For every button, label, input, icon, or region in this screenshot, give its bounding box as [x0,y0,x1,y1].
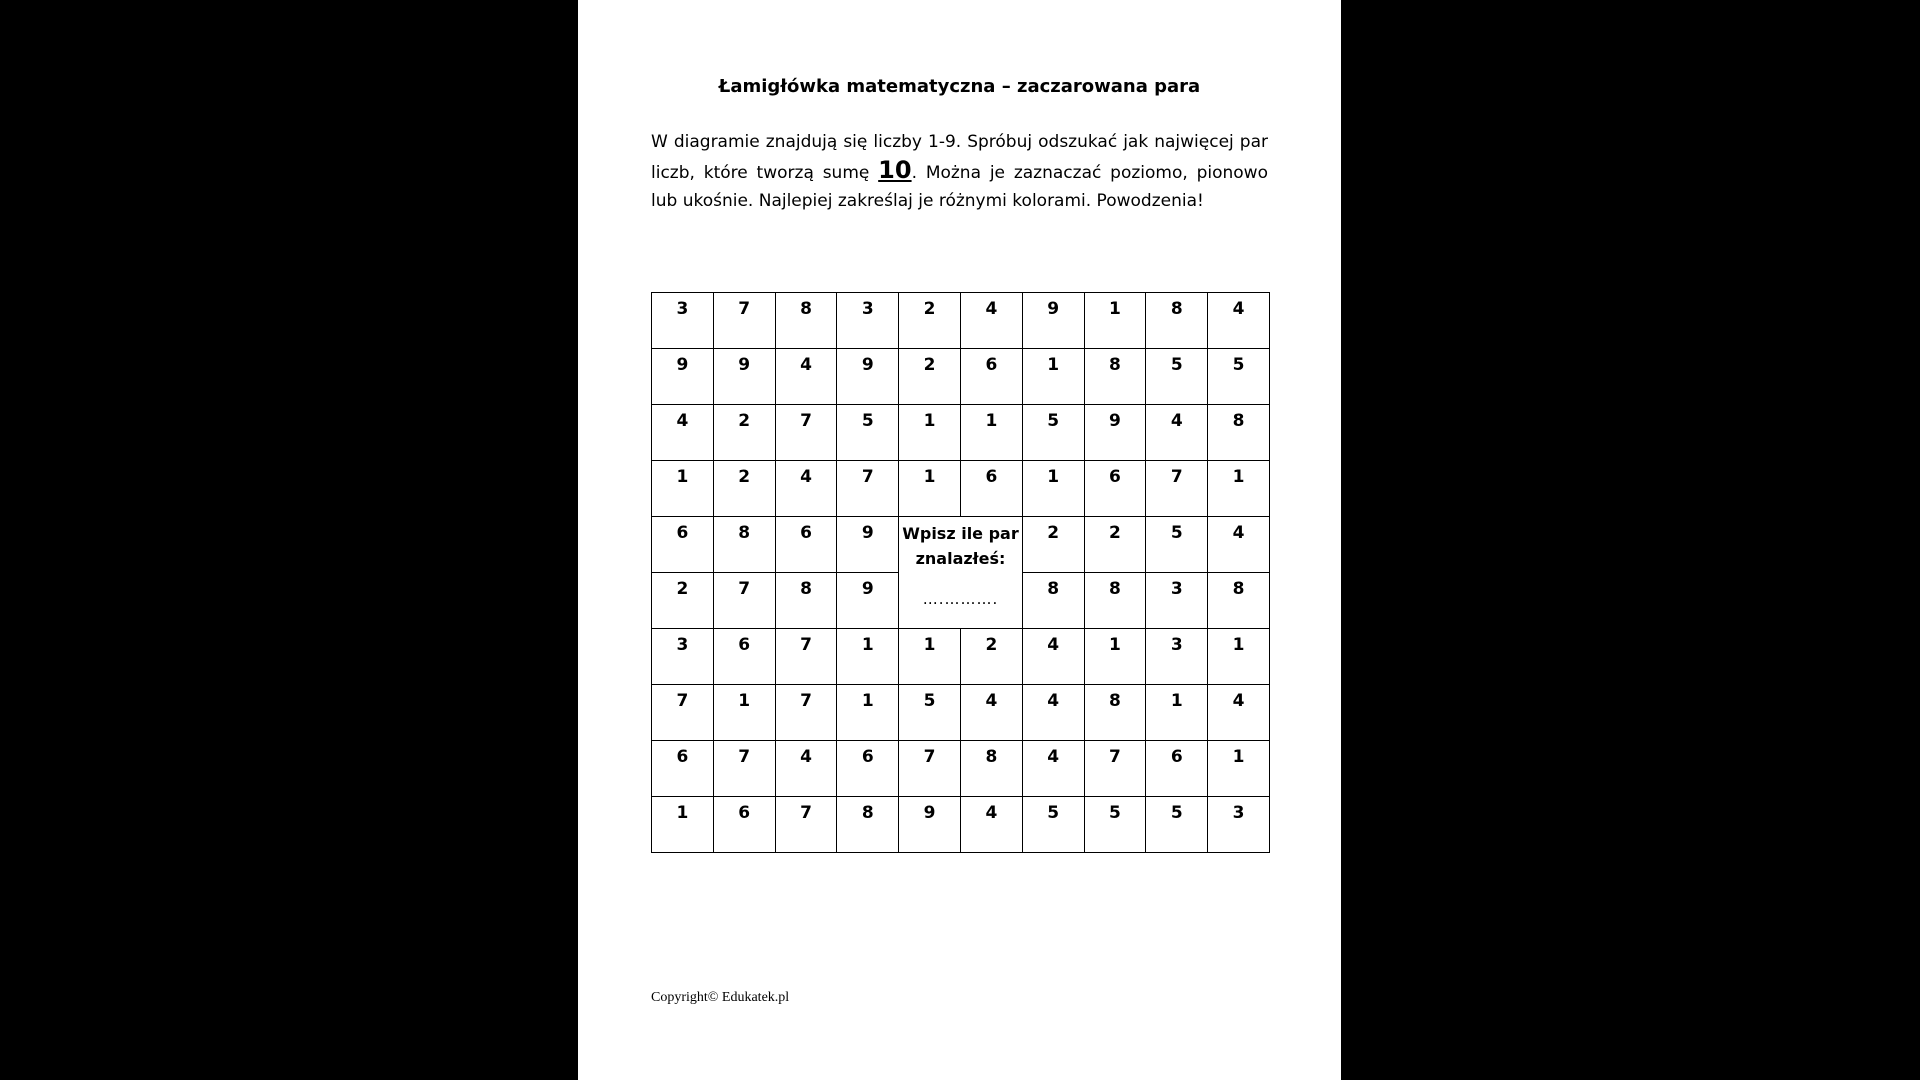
instructions-text-start: W diagramie znajdują się liczby 1-9. Spróbuj odszukać jak najwięcej par liczb, które tworzą sumę [651,132,1268,183]
grid-cell[interactable]: 1 [1208,741,1270,797]
instructions-text-end: . Można je zaznaczać poziomo, pionowo lub ukośnie. Najlepiej zakreślaj je różnymi kolorami. Powodzenia! [651,163,1268,211]
grid-cell[interactable]: 5 [899,685,961,741]
grid-cell[interactable]: 6 [713,797,775,853]
grid-cell[interactable]: 3 [1146,629,1208,685]
grid-cell[interactable]: 8 [775,293,837,349]
grid-cell[interactable]: 4 [775,461,837,517]
grid-cell[interactable]: 4 [775,741,837,797]
grid-cell[interactable]: 1 [899,629,961,685]
grid-cell[interactable]: 9 [1084,405,1146,461]
grid-cell[interactable]: 8 [1208,573,1270,629]
grid-cell[interactable]: 8 [713,517,775,573]
grid-cell[interactable]: 5 [1146,517,1208,573]
grid-row [652,517,1270,573]
grid-cell[interactable]: 7 [713,741,775,797]
worksheet-page [578,0,1341,1080]
grid-cell[interactable]: 3 [652,629,714,685]
grid-cell[interactable]: 3 [652,293,714,349]
grid-cell[interactable]: 3 [837,293,899,349]
grid-cell[interactable]: 7 [899,741,961,797]
grid-cell[interactable]: 7 [713,573,775,629]
grid-cell[interactable]: 4 [1022,741,1084,797]
grid-cell[interactable]: 8 [1146,293,1208,349]
grid-cell[interactable]: 4 [775,349,837,405]
grid-cell[interactable]: 9 [837,517,899,573]
grid-cell[interactable]: 6 [652,517,714,573]
grid-cell[interactable]: 9 [837,349,899,405]
grid-cell[interactable]: 8 [960,741,1022,797]
grid-cell[interactable]: 2 [899,349,961,405]
grid-cell[interactable]: 1 [713,685,775,741]
grid-cell[interactable]: 6 [1084,461,1146,517]
grid-row [652,461,1270,517]
grid-cell[interactable]: 8 [1022,573,1084,629]
grid-cell[interactable]: 8 [1084,349,1146,405]
grid-cell[interactable]: 1 [837,685,899,741]
target-sum: 10 [878,156,912,184]
grid-cell[interactable]: 2 [652,573,714,629]
grid-cell[interactable]: 5 [1146,797,1208,853]
grid-cell[interactable]: 5 [1022,405,1084,461]
grid-cell[interactable]: 2 [960,629,1022,685]
grid-cell[interactable]: 4 [1146,405,1208,461]
grid-row [652,797,1270,853]
grid-cell[interactable]: 1 [1084,293,1146,349]
copyright-notice: Copyright© Edukatek.pl [651,990,790,1005]
answer-label: Wpisz ile par znalazłeś: [902,524,1019,568]
grid-cell[interactable]: 9 [652,349,714,405]
grid-cell[interactable]: 6 [652,741,714,797]
grid-cell[interactable]: 1 [652,461,714,517]
grid-cell[interactable]: 7 [837,461,899,517]
grid-row [652,685,1270,741]
grid-cell[interactable]: 5 [1084,797,1146,853]
grid-row [652,629,1270,685]
grid-cell[interactable]: 3 [1146,573,1208,629]
grid-cell[interactable]: 7 [713,293,775,349]
grid-cell[interactable]: 4 [652,405,714,461]
grid-cell[interactable]: 5 [837,405,899,461]
grid-cell[interactable]: 3 [1208,797,1270,853]
grid-cell[interactable]: 6 [775,517,837,573]
grid-cell[interactable]: 9 [899,797,961,853]
answer-box[interactable] [899,517,1023,629]
grid-row [652,349,1270,405]
answer-blank[interactable]: ….………. [922,590,999,608]
grid-cell[interactable]: 5 [1208,349,1270,405]
grid-row [652,405,1270,461]
grid-cell[interactable]: 7 [775,797,837,853]
grid-cell[interactable]: 1 [1022,349,1084,405]
grid-cell[interactable]: 8 [1084,573,1146,629]
grid-cell[interactable]: 4 [960,797,1022,853]
grid-cell[interactable]: 2 [713,405,775,461]
grid-cell[interactable]: 7 [775,405,837,461]
grid-cell[interactable]: 9 [837,573,899,629]
grid-cell[interactable]: 4 [1208,293,1270,349]
grid-cell[interactable]: 2 [899,293,961,349]
instructions-paragraph [651,128,1268,215]
grid-cell[interactable]: 2 [1084,517,1146,573]
grid-cell[interactable]: 8 [1084,685,1146,741]
grid-cell[interactable]: 7 [652,685,714,741]
grid-cell[interactable]: 5 [1022,797,1084,853]
grid-cell[interactable]: 1 [1022,461,1084,517]
grid-cell[interactable]: 7 [775,685,837,741]
grid-cell[interactable]: 1 [1208,629,1270,685]
grid-cell[interactable]: 4 [1208,685,1270,741]
grid-cell[interactable]: 1 [1208,461,1270,517]
grid-cell[interactable]: 6 [1146,741,1208,797]
grid-cell[interactable]: 1 [960,405,1022,461]
grid-cell[interactable]: 9 [713,349,775,405]
grid-cell[interactable]: 2 [713,461,775,517]
grid-cell[interactable]: 4 [1022,629,1084,685]
grid-cell[interactable]: 1 [1146,685,1208,741]
grid-cell[interactable]: 4 [960,685,1022,741]
grid-cell[interactable]: 7 [1084,741,1146,797]
grid-cell[interactable]: 6 [960,349,1022,405]
grid-cell[interactable]: 6 [713,629,775,685]
grid-cell[interactable]: 4 [1022,685,1084,741]
grid-cell[interactable]: 4 [960,293,1022,349]
grid-cell[interactable]: 4 [1208,517,1270,573]
grid-row [652,741,1270,797]
grid-cell[interactable]: 9 [1022,293,1084,349]
grid-cell[interactable]: 6 [960,461,1022,517]
grid-cell[interactable]: 1 [1084,629,1146,685]
grid-row [652,293,1270,349]
grid-cell[interactable]: 1 [837,629,899,685]
grid-cell[interactable]: 5 [1146,349,1208,405]
grid-cell[interactable]: 1 [899,405,961,461]
grid-cell[interactable]: 1 [899,461,961,517]
grid-cell[interactable]: 7 [1146,461,1208,517]
number-grid [651,292,1270,853]
grid-cell[interactable]: 6 [837,741,899,797]
grid-cell[interactable]: 2 [1022,517,1084,573]
grid-cell[interactable]: 7 [775,629,837,685]
grid-cell[interactable]: 8 [775,573,837,629]
grid-cell[interactable]: 1 [652,797,714,853]
grid-cell[interactable]: 8 [837,797,899,853]
page-title: Łamigłówka matematyczna – zaczarowana para [718,76,1201,97]
grid-cell[interactable]: 8 [1208,405,1270,461]
